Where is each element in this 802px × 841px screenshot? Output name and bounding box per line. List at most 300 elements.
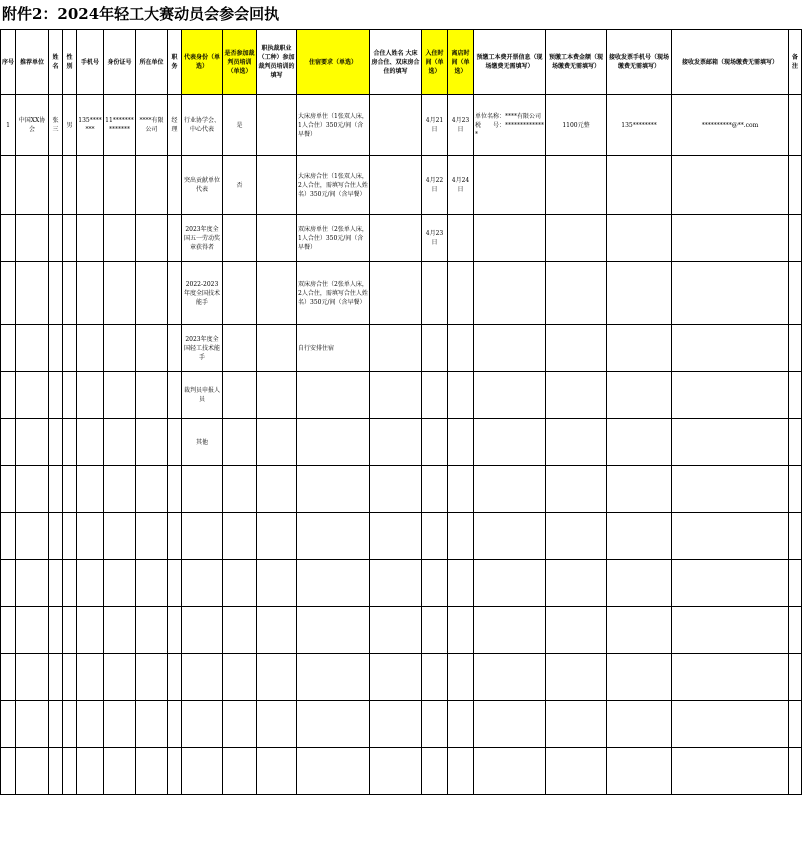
table-cell[interactable]: [16, 607, 49, 654]
table-cell[interactable]: [546, 372, 607, 419]
cell-invoice-phone[interactable]: 135********: [607, 95, 672, 156]
table-cell[interactable]: [607, 325, 672, 372]
table-cell[interactable]: [672, 466, 789, 513]
table-cell[interactable]: [136, 748, 168, 795]
cell-lodging[interactable]: [297, 513, 370, 560]
table-cell[interactable]: [136, 215, 168, 262]
table-cell[interactable]: [607, 156, 672, 215]
table-cell[interactable]: [257, 607, 297, 654]
table-cell[interactable]: [672, 262, 789, 325]
table-body: [1, 95, 802, 795]
table-cell[interactable]: [77, 748, 104, 795]
cell-checkin[interactable]: [422, 372, 448, 419]
table-cell[interactable]: [104, 701, 136, 748]
table-cell[interactable]: [607, 560, 672, 607]
cell-checkin[interactable]: 4月23日: [422, 215, 448, 262]
table-cell[interactable]: [672, 325, 789, 372]
table-cell[interactable]: [49, 372, 63, 419]
table-cell[interactable]: [104, 466, 136, 513]
cell-training[interactable]: [223, 701, 257, 748]
cell-lodging[interactable]: 大床房单住（1张双人床，1人合住）350元/间（含早餐）: [297, 95, 370, 156]
table-cell[interactable]: [168, 156, 182, 215]
cell-identity[interactable]: [182, 560, 223, 607]
table-cell[interactable]: [257, 419, 297, 466]
table-cell[interactable]: [168, 560, 182, 607]
cell-identity[interactable]: 2023年度全国轻工技术能手: [182, 325, 223, 372]
table-cell[interactable]: [370, 560, 422, 607]
cell-checkin[interactable]: [422, 325, 448, 372]
table-cell[interactable]: [672, 372, 789, 419]
cell-identity[interactable]: 2023年度全国五一劳动奖章获得者: [182, 215, 223, 262]
column-header: 序号: [1, 30, 16, 95]
cell-checkout[interactable]: [448, 262, 474, 325]
cell-checkout[interactable]: 4月24日: [448, 156, 474, 215]
table-cell[interactable]: [104, 156, 136, 215]
table-cell[interactable]: [370, 419, 422, 466]
table-cell[interactable]: [607, 419, 672, 466]
table-cell[interactable]: [1, 607, 16, 654]
table-cell[interactable]: [257, 325, 297, 372]
table-cell[interactable]: [370, 654, 422, 701]
table-cell[interactable]: [168, 262, 182, 325]
table-cell[interactable]: [474, 701, 546, 748]
cell-identity[interactable]: [182, 654, 223, 701]
table-cell[interactable]: [168, 419, 182, 466]
cell-lodging[interactable]: [297, 607, 370, 654]
cell-checkin[interactable]: 4月22日: [422, 156, 448, 215]
cell-name[interactable]: 张三: [49, 95, 63, 156]
table-cell[interactable]: [77, 607, 104, 654]
table-cell[interactable]: [546, 215, 607, 262]
cell-checkin[interactable]: [422, 748, 448, 795]
table-cell[interactable]: [546, 466, 607, 513]
table-cell[interactable]: [546, 262, 607, 325]
table-cell[interactable]: [136, 325, 168, 372]
table-cell[interactable]: [168, 372, 182, 419]
cell-training[interactable]: [223, 215, 257, 262]
table-cell[interactable]: [1, 701, 16, 748]
table-cell[interactable]: [370, 156, 422, 215]
cell-training[interactable]: [223, 466, 257, 513]
cell-identity[interactable]: [182, 513, 223, 560]
table-cell[interactable]: [16, 654, 49, 701]
cell-roommate[interactable]: [370, 95, 422, 156]
table-cell[interactable]: [672, 607, 789, 654]
column-header: 接收发票邮箱（现场缴费无需填写）: [672, 30, 789, 95]
cell-checkin[interactable]: [422, 654, 448, 701]
cell-identity[interactable]: [182, 607, 223, 654]
cell-training[interactable]: [223, 607, 257, 654]
table-cell[interactable]: [168, 325, 182, 372]
table-cell[interactable]: [789, 701, 802, 748]
table-cell[interactable]: [672, 513, 789, 560]
cell-training[interactable]: [223, 262, 257, 325]
cell-unit[interactable]: ****有限公司: [136, 95, 168, 156]
table-cell[interactable]: [77, 262, 104, 325]
table-cell[interactable]: [104, 262, 136, 325]
table-cell[interactable]: [1, 654, 16, 701]
table-cell[interactable]: [474, 215, 546, 262]
table-cell[interactable]: [474, 262, 546, 325]
table-cell[interactable]: [77, 466, 104, 513]
table-cell[interactable]: [370, 701, 422, 748]
table-cell[interactable]: [49, 215, 63, 262]
table-cell[interactable]: [168, 701, 182, 748]
table-cell[interactable]: [1, 419, 16, 466]
table-cell[interactable]: [49, 325, 63, 372]
cell-identity[interactable]: 其他: [182, 419, 223, 466]
table-cell[interactable]: [49, 466, 63, 513]
cell-lodging[interactable]: [297, 560, 370, 607]
table-cell[interactable]: [77, 560, 104, 607]
table-cell[interactable]: [63, 262, 77, 325]
table-cell[interactable]: [474, 513, 546, 560]
table-cell[interactable]: [16, 466, 49, 513]
table-cell[interactable]: [257, 156, 297, 215]
table-cell[interactable]: [607, 466, 672, 513]
table-cell[interactable]: [168, 654, 182, 701]
table-cell[interactable]: [63, 325, 77, 372]
table-cell[interactable]: [1, 466, 16, 513]
cell-lodging[interactable]: [297, 654, 370, 701]
table-cell[interactable]: [672, 701, 789, 748]
cell-checkout[interactable]: [448, 215, 474, 262]
table-cell[interactable]: [168, 466, 182, 513]
table-cell[interactable]: [789, 466, 802, 513]
table-cell[interactable]: [104, 654, 136, 701]
table-cell[interactable]: [16, 419, 49, 466]
table-cell[interactable]: [370, 607, 422, 654]
cell-identity[interactable]: 2022-2023年度全国技术能手: [182, 262, 223, 325]
table-cell[interactable]: [16, 372, 49, 419]
table-cell[interactable]: [136, 419, 168, 466]
cell-checkin[interactable]: [422, 701, 448, 748]
table-cell[interactable]: [789, 262, 802, 325]
table-cell[interactable]: [63, 466, 77, 513]
cell-checkin[interactable]: [422, 560, 448, 607]
table-cell[interactable]: [546, 701, 607, 748]
table-cell[interactable]: [1, 262, 16, 325]
cell-training[interactable]: 否: [223, 156, 257, 215]
table-cell[interactable]: [1, 325, 16, 372]
table-cell[interactable]: [136, 607, 168, 654]
table-cell[interactable]: [257, 701, 297, 748]
table-cell[interactable]: [136, 513, 168, 560]
header-row: [1, 30, 802, 95]
cell-invoice-email[interactable]: **********@**.com: [672, 95, 789, 156]
table-cell[interactable]: [63, 215, 77, 262]
table-cell[interactable]: [607, 372, 672, 419]
table-cell[interactable]: [136, 701, 168, 748]
table-cell[interactable]: [607, 654, 672, 701]
cell-position[interactable]: 经理: [168, 95, 182, 156]
table-cell[interactable]: [474, 372, 546, 419]
table-cell[interactable]: [16, 748, 49, 795]
cell-checkout[interactable]: [448, 466, 474, 513]
table-cell[interactable]: [789, 748, 802, 795]
table-cell[interactable]: [789, 156, 802, 215]
table-cell[interactable]: [136, 262, 168, 325]
table-cell[interactable]: [77, 513, 104, 560]
table-cell[interactable]: [789, 325, 802, 372]
table-cell[interactable]: [672, 748, 789, 795]
table-cell[interactable]: [257, 513, 297, 560]
table-cell[interactable]: [257, 372, 297, 419]
table-cell[interactable]: [49, 419, 63, 466]
table-cell[interactable]: [474, 325, 546, 372]
cell-checkin[interactable]: [422, 419, 448, 466]
table-cell[interactable]: [546, 156, 607, 215]
table-cell[interactable]: [370, 513, 422, 560]
table-cell[interactable]: [104, 607, 136, 654]
cell-training[interactable]: [223, 748, 257, 795]
table-cell[interactable]: [789, 372, 802, 419]
table-cell[interactable]: [672, 215, 789, 262]
table-cell[interactable]: [63, 419, 77, 466]
cell-training[interactable]: 是: [223, 95, 257, 156]
table-row: [1, 654, 802, 701]
cell-training[interactable]: [223, 372, 257, 419]
column-header: 代表身份（单选）: [182, 30, 223, 95]
cell-lodging[interactable]: 大床房合住（1张双人床，2人合住，需填写合住人姓名）350元/间（含早餐）: [297, 156, 370, 215]
cell-gender[interactable]: 男: [63, 95, 77, 156]
cell-identity[interactable]: [182, 701, 223, 748]
cell-checkin[interactable]: 4月21日: [422, 95, 448, 156]
column-header: 合住人姓名 大床房合住、双床房合住的填写: [370, 30, 422, 95]
table-cell[interactable]: [370, 372, 422, 419]
table-cell[interactable]: [546, 325, 607, 372]
table-cell[interactable]: [370, 262, 422, 325]
table-cell[interactable]: [63, 607, 77, 654]
table-cell[interactable]: [63, 560, 77, 607]
cell-lodging[interactable]: 双床房合住（2张单人床，2人合住，需填写合住人姓名）350元/间（含早餐）: [297, 262, 370, 325]
table-cell[interactable]: [607, 748, 672, 795]
cell-identity[interactable]: [182, 466, 223, 513]
table-cell[interactable]: [370, 215, 422, 262]
table-cell[interactable]: [474, 156, 546, 215]
cell-identity[interactable]: [182, 748, 223, 795]
table-cell[interactable]: [1, 748, 16, 795]
table-cell[interactable]: [474, 560, 546, 607]
table-row: [1, 419, 802, 466]
cell-lodging[interactable]: [297, 466, 370, 513]
cell-training[interactable]: [223, 560, 257, 607]
table-cell[interactable]: [789, 419, 802, 466]
table-cell[interactable]: [474, 466, 546, 513]
table-cell[interactable]: [16, 701, 49, 748]
cell-checkout[interactable]: [448, 513, 474, 560]
table-cell[interactable]: [77, 156, 104, 215]
table-cell[interactable]: [16, 156, 49, 215]
column-header: 是否参加裁判员培训（单选）: [223, 30, 257, 95]
table-cell[interactable]: [104, 325, 136, 372]
table-cell[interactable]: [607, 262, 672, 325]
cell-checkout[interactable]: [448, 748, 474, 795]
column-header: 性别: [63, 30, 77, 95]
table-cell[interactable]: [1, 156, 16, 215]
cell-training[interactable]: [223, 513, 257, 560]
table-cell[interactable]: [49, 748, 63, 795]
table-cell[interactable]: [49, 560, 63, 607]
table-cell[interactable]: [257, 654, 297, 701]
table-cell[interactable]: [546, 748, 607, 795]
table-cell[interactable]: [474, 654, 546, 701]
table-cell[interactable]: [63, 654, 77, 701]
table-cell[interactable]: [789, 513, 802, 560]
table-cell[interactable]: [49, 654, 63, 701]
table-cell[interactable]: [672, 156, 789, 215]
table-cell[interactable]: [63, 156, 77, 215]
cell-identity[interactable]: 行业协学会、中心代表: [182, 95, 223, 156]
table-cell[interactable]: [474, 419, 546, 466]
table-cell[interactable]: [257, 748, 297, 795]
cell-note[interactable]: [789, 95, 802, 156]
column-header: 推荐单位: [16, 30, 49, 95]
table-cell[interactable]: [136, 372, 168, 419]
cell-amount[interactable]: 1100元整: [546, 95, 607, 156]
table-cell[interactable]: [16, 513, 49, 560]
cell-identity[interactable]: 裁判员申报人员: [182, 372, 223, 419]
cell-org[interactable]: 中国XX协会: [16, 95, 49, 156]
table-cell[interactable]: [474, 607, 546, 654]
table-cell[interactable]: [77, 325, 104, 372]
table-cell[interactable]: [168, 215, 182, 262]
table-cell[interactable]: [607, 607, 672, 654]
table-cell[interactable]: [49, 513, 63, 560]
table-cell[interactable]: [16, 215, 49, 262]
table-cell[interactable]: [789, 654, 802, 701]
table-cell[interactable]: [257, 215, 297, 262]
table-cell[interactable]: [104, 372, 136, 419]
cell-checkin[interactable]: [422, 513, 448, 560]
table-cell[interactable]: [257, 262, 297, 325]
table-cell[interactable]: [136, 654, 168, 701]
table-cell[interactable]: [77, 419, 104, 466]
page-title: 附件2：2024年轻工大赛动员会参会回执: [2, 5, 280, 23]
table-cell[interactable]: [63, 701, 77, 748]
table-cell[interactable]: [789, 560, 802, 607]
table-cell[interactable]: [77, 654, 104, 701]
table-row: [1, 325, 802, 372]
cell-checkout[interactable]: [448, 560, 474, 607]
table-cell[interactable]: [672, 560, 789, 607]
table-cell[interactable]: [49, 262, 63, 325]
cell-lodging[interactable]: [297, 419, 370, 466]
table-cell[interactable]: [789, 607, 802, 654]
cell-checkout[interactable]: [448, 325, 474, 372]
cell-id[interactable]: 11**************: [104, 95, 136, 156]
table-cell[interactable]: [370, 748, 422, 795]
cell-lodging[interactable]: [297, 372, 370, 419]
table-cell[interactable]: [49, 701, 63, 748]
table-cell[interactable]: [789, 215, 802, 262]
table-cell[interactable]: [607, 215, 672, 262]
table-cell[interactable]: [77, 215, 104, 262]
cell-identity[interactable]: 突出贡献单位代表: [182, 156, 223, 215]
table-cell[interactable]: [136, 560, 168, 607]
cell-lodging[interactable]: [297, 748, 370, 795]
table-cell[interactable]: [104, 560, 136, 607]
table-cell[interactable]: [672, 654, 789, 701]
cell-training[interactable]: [223, 325, 257, 372]
table-cell[interactable]: [257, 560, 297, 607]
cell-no[interactable]: 1: [1, 95, 16, 156]
table-cell[interactable]: [1, 513, 16, 560]
column-header: 住宿要求（单选）: [297, 30, 370, 95]
table-cell[interactable]: [16, 325, 49, 372]
table-cell[interactable]: [77, 701, 104, 748]
table-cell[interactable]: [104, 748, 136, 795]
cell-invoice[interactable]: 单位名称：****有限公司 税 号：**************: [474, 95, 546, 156]
table-cell[interactable]: [16, 262, 49, 325]
table-row: [1, 607, 802, 654]
table-cell[interactable]: [16, 560, 49, 607]
table-cell[interactable]: [1, 372, 16, 419]
table-cell[interactable]: [104, 215, 136, 262]
table-cell[interactable]: [546, 607, 607, 654]
table-cell[interactable]: [63, 748, 77, 795]
table-cell[interactable]: [607, 513, 672, 560]
table-cell[interactable]: [63, 513, 77, 560]
table-cell[interactable]: [136, 156, 168, 215]
cell-checkout[interactable]: [448, 419, 474, 466]
cell-lodging[interactable]: 自行安排住宿: [297, 325, 370, 372]
cell-checkout[interactable]: [448, 607, 474, 654]
cell-training[interactable]: [223, 419, 257, 466]
table-cell[interactable]: [136, 466, 168, 513]
table-cell[interactable]: [77, 372, 104, 419]
table-cell[interactable]: [257, 466, 297, 513]
table-cell[interactable]: [474, 748, 546, 795]
table-cell[interactable]: [104, 419, 136, 466]
table-cell[interactable]: [168, 607, 182, 654]
table-cell[interactable]: [49, 607, 63, 654]
cell-checkin[interactable]: [422, 607, 448, 654]
table-cell[interactable]: [546, 419, 607, 466]
cell-phone[interactable]: 135*******: [77, 95, 104, 156]
table-cell[interactable]: [546, 513, 607, 560]
table-cell[interactable]: [546, 654, 607, 701]
table-cell[interactable]: [63, 372, 77, 419]
column-header: 身份证号: [104, 30, 136, 95]
cell-checkout[interactable]: 4月23日: [448, 95, 474, 156]
table-cell[interactable]: [370, 466, 422, 513]
table-cell[interactable]: [1, 215, 16, 262]
column-header: 离店时间（单选）: [448, 30, 474, 95]
table-cell[interactable]: [607, 701, 672, 748]
table-cell[interactable]: [168, 748, 182, 795]
cell-checkout[interactable]: [448, 372, 474, 419]
cell-training-job[interactable]: [257, 95, 297, 156]
cell-checkout[interactable]: [448, 654, 474, 701]
cell-checkin[interactable]: [422, 262, 448, 325]
table-row: [1, 372, 802, 419]
cell-checkout[interactable]: [448, 701, 474, 748]
table-cell[interactable]: [546, 560, 607, 607]
table-cell[interactable]: [1, 560, 16, 607]
table-cell[interactable]: [370, 325, 422, 372]
cell-training[interactable]: [223, 654, 257, 701]
table-row: [1, 95, 802, 156]
table-cell[interactable]: [168, 513, 182, 560]
table-cell[interactable]: [672, 419, 789, 466]
cell-checkin[interactable]: [422, 466, 448, 513]
table-cell[interactable]: [49, 156, 63, 215]
cell-lodging[interactable]: 双床房单住（2张单人床，1人合住）350元/间（含早餐）: [297, 215, 370, 262]
table-row: [1, 156, 802, 215]
table-cell[interactable]: [104, 513, 136, 560]
cell-lodging[interactable]: [297, 701, 370, 748]
